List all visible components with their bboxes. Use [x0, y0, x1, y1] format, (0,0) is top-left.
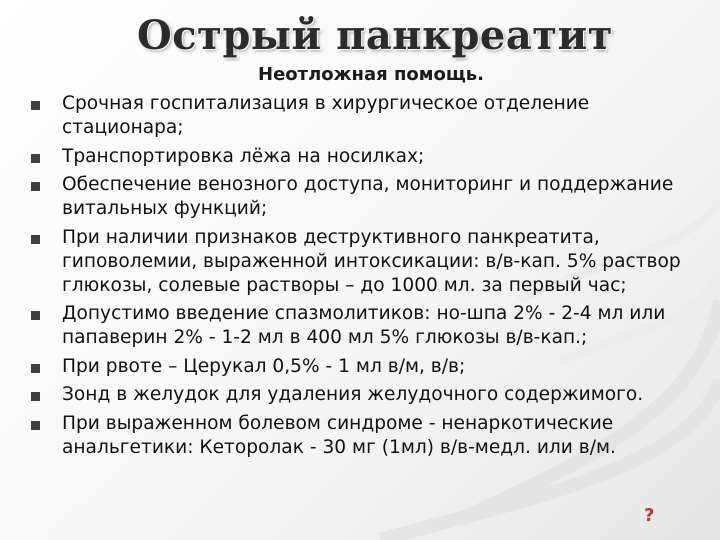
list-item-text: При наличии признаков деструктивного панкреатита, гиповолемии, выраженной интоксикации: в/в-кап. 5% раствор глюкозы, солевые растворы – до 1000 мл. за первый час; [62, 226, 681, 296]
corner-question-marker[interactable]: ? [644, 505, 655, 526]
list-item-text: Зонд в желудок для удаления желудочного содержимого. [62, 384, 644, 405]
list-item-text: Транспортировка лёжа на носилках; [62, 145, 425, 167]
list-item [28, 383, 700, 407]
list-item [28, 302, 700, 350]
list-item [28, 173, 700, 221]
list-item-text: Допустимо введение спазмолитиков: но-шпа 2% - 2-4 мл или папаверин 2% - 1-2 мл в 400 мл 5% глюкозы в/в-кап.; [62, 303, 666, 348]
square-bullet-icon [31, 392, 40, 401]
square-bullet-icon [31, 364, 40, 373]
list-item [28, 355, 700, 379]
slide-title: Острый панкреатит [136, 12, 614, 59]
list-item [28, 226, 700, 298]
list-item-text: Срочная госпитализация в хирургическое отделение стационара; [62, 93, 590, 138]
square-bullet-icon [31, 101, 40, 110]
list-item-text: При выраженном болевом синдроме - ненаркотические анальгетики: Кеторолак - 30 мг (1мл) в/в-медл. или в/м. [62, 412, 616, 458]
list-item [28, 92, 700, 140]
square-bullet-icon [31, 311, 40, 320]
list-item [28, 145, 700, 169]
list-item-text: При рвоте – Церукал 0,5% - 1 мл в/м, в/в; [62, 355, 466, 377]
bullet-list [28, 92, 700, 464]
square-bullet-icon [31, 154, 40, 163]
list-item [28, 412, 700, 460]
square-bullet-icon [31, 421, 40, 430]
square-bullet-icon [31, 235, 40, 244]
slide-subtitle: Неотложная помощь. [258, 64, 484, 85]
square-bullet-icon [31, 182, 40, 191]
list-item-text: Обеспечение венозного доступа, мониторинг и поддержание витальных функций; [62, 174, 674, 219]
